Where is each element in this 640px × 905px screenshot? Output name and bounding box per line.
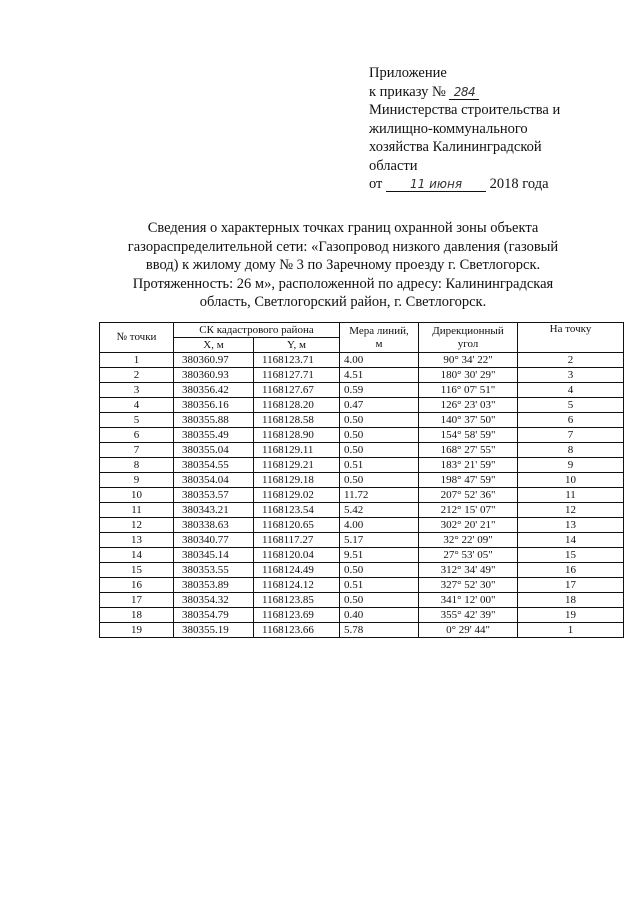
cell-point-no: 9	[100, 473, 174, 488]
cell-length: 5.17	[340, 533, 419, 548]
table-row	[100, 413, 624, 428]
cell-y: 1168127.67	[254, 383, 340, 398]
cell-x: 380353.57	[174, 488, 254, 503]
cell-y: 1168128.20	[254, 398, 340, 413]
table-row	[100, 548, 624, 563]
table-row	[100, 608, 624, 623]
cell-angle: 312° 34' 49"	[419, 563, 518, 578]
cell-point-no: 7	[100, 443, 174, 458]
cell-x: 380355.19	[174, 623, 254, 638]
cell-to-point: 3	[518, 368, 624, 383]
cell-x: 380345.14	[174, 548, 254, 563]
cell-y: 1168124.12	[254, 578, 340, 593]
cell-angle: 116° 07' 51"	[419, 383, 518, 398]
cell-to-point: 8	[518, 443, 624, 458]
cell-point-no: 10	[100, 488, 174, 503]
cell-angle: 207° 52' 36"	[419, 488, 518, 503]
table-row	[100, 473, 624, 488]
boundary-points-table	[99, 322, 624, 638]
cell-angle: 126° 23' 03"	[419, 398, 518, 413]
cell-to-point: 12	[518, 503, 624, 518]
table-row	[100, 623, 624, 638]
cell-x: 380360.97	[174, 353, 254, 368]
cell-angle: 341° 12' 00"	[419, 593, 518, 608]
cell-point-no: 16	[100, 578, 174, 593]
ministry-line-4: области	[369, 157, 418, 174]
header-coord-system: СК кадастрового района	[174, 323, 340, 338]
cell-to-point: 16	[518, 563, 624, 578]
cell-y: 1168123.69	[254, 608, 340, 623]
cell-y: 1168128.58	[254, 413, 340, 428]
cell-length: 0.40	[340, 608, 419, 623]
cell-x: 380355.49	[174, 428, 254, 443]
date-suffix: 2018 года	[489, 176, 549, 192]
cell-angle: 27° 53' 05"	[419, 548, 518, 563]
cell-length: 0.51	[340, 458, 419, 473]
cell-point-no: 8	[100, 458, 174, 473]
cell-angle: 140° 37' 50"	[419, 413, 518, 428]
document-title: Сведения о характерных точках границ охранной зоны объекта газораспределительной сети: «Газопровод низкого давления (газовый ввод) к жилому дому № 3 по Заречному проезду г. Светлогорск. Протяженность: 26 м», расположенной по адресу: Калининградская область, Светлогорский район, г. Светлогорск.	[127, 220, 559, 310]
appendix-block	[369, 64, 619, 194]
cell-to-point: 17	[518, 578, 624, 593]
cell-length: 0.59	[340, 383, 419, 398]
cell-point-no: 5	[100, 413, 174, 428]
cell-angle: 212° 15' 07"	[419, 503, 518, 518]
header-x: X, м	[174, 338, 254, 353]
cell-length: 4.51	[340, 368, 419, 383]
cell-angle: 355° 42' 39"	[419, 608, 518, 623]
cell-x: 380343.21	[174, 503, 254, 518]
cell-y: 1168120.65	[254, 518, 340, 533]
date-prefix: от	[369, 176, 383, 192]
date-handwritten: 11 июня	[386, 177, 486, 192]
cell-angle: 198° 47' 59"	[419, 473, 518, 488]
cell-point-no: 3	[100, 383, 174, 398]
cell-length: 4.00	[340, 353, 419, 368]
cell-angle: 183° 21' 59"	[419, 458, 518, 473]
cell-point-no: 13	[100, 533, 174, 548]
table-row	[100, 428, 624, 443]
cell-y: 1168129.02	[254, 488, 340, 503]
table-row	[100, 593, 624, 608]
cell-y: 1168129.21	[254, 458, 340, 473]
cell-to-point: 10	[518, 473, 624, 488]
cell-x: 380340.77	[174, 533, 254, 548]
ministry-line-2: жилищно-коммунального	[369, 120, 528, 137]
appendix-title: Приложение	[369, 65, 447, 81]
cell-length: 0.50	[340, 593, 419, 608]
table-row	[100, 353, 624, 368]
table-row	[100, 443, 624, 458]
cell-to-point: 11	[518, 488, 624, 503]
cell-y: 1168117.27	[254, 533, 340, 548]
header-length: Мера линий, м	[340, 323, 419, 353]
cell-x: 380354.79	[174, 608, 254, 623]
cell-point-no: 12	[100, 518, 174, 533]
cell-length: 0.47	[340, 398, 419, 413]
cell-point-no: 2	[100, 368, 174, 383]
header-y: Y, м	[254, 338, 340, 353]
cell-x: 380360.93	[174, 368, 254, 383]
cell-x: 380338.63	[174, 518, 254, 533]
header-point-no: № точки	[100, 323, 174, 353]
table-row	[100, 398, 624, 413]
cell-x: 380356.42	[174, 383, 254, 398]
cell-to-point: 15	[518, 548, 624, 563]
cell-x: 380356.16	[174, 398, 254, 413]
table-body	[100, 353, 624, 638]
table-row	[100, 563, 624, 578]
cell-length: 0.51	[340, 578, 419, 593]
cell-to-point: 13	[518, 518, 624, 533]
cell-length: 5.42	[340, 503, 419, 518]
cell-y: 1168123.71	[254, 353, 340, 368]
table-row	[100, 533, 624, 548]
cell-point-no: 14	[100, 548, 174, 563]
cell-y: 1168123.85	[254, 593, 340, 608]
cell-y: 1168127.71	[254, 368, 340, 383]
cell-to-point: 2	[518, 353, 624, 368]
cell-x: 380353.55	[174, 563, 254, 578]
cell-x: 380354.32	[174, 593, 254, 608]
cell-to-point: 7	[518, 428, 624, 443]
cell-length: 0.50	[340, 563, 419, 578]
cell-point-no: 15	[100, 563, 174, 578]
cell-x: 380355.04	[174, 443, 254, 458]
cell-angle: 180° 30' 29"	[419, 368, 518, 383]
cell-x: 380354.04	[174, 473, 254, 488]
cell-y: 1168129.18	[254, 473, 340, 488]
cell-point-no: 1	[100, 353, 174, 368]
header-angle: Дирекционный угол	[419, 323, 518, 353]
cell-length: 11.72	[340, 488, 419, 503]
order-number-handwritten: 284	[449, 85, 479, 100]
cell-point-no: 4	[100, 398, 174, 413]
table-row	[100, 458, 624, 473]
cell-to-point: 5	[518, 398, 624, 413]
cell-angle: 302° 20' 21"	[419, 518, 518, 533]
cell-x: 380354.55	[174, 458, 254, 473]
cell-point-no: 6	[100, 428, 174, 443]
cell-angle: 327° 52' 30"	[419, 578, 518, 593]
cell-to-point: 18	[518, 593, 624, 608]
cell-to-point: 19	[518, 608, 624, 623]
cell-length: 0.50	[340, 443, 419, 458]
cell-x: 380355.88	[174, 413, 254, 428]
cell-x: 380353.89	[174, 578, 254, 593]
cell-length: 5.78	[340, 623, 419, 638]
cell-length: 9.51	[340, 548, 419, 563]
table-row	[100, 518, 624, 533]
table-row	[100, 368, 624, 383]
cell-angle: 90° 34' 22"	[419, 353, 518, 368]
cell-to-point: 14	[518, 533, 624, 548]
cell-y: 1168123.54	[254, 503, 340, 518]
cell-point-no: 19	[100, 623, 174, 638]
ministry-line-3: хозяйства Калининградской	[369, 139, 542, 155]
table-row	[100, 578, 624, 593]
cell-y: 1168124.49	[254, 563, 340, 578]
cell-angle: 0° 29' 44"	[419, 623, 518, 638]
cell-to-point: 4	[518, 383, 624, 398]
cell-angle: 154° 58' 59"	[419, 428, 518, 443]
cell-y: 1168129.11	[254, 443, 340, 458]
order-prefix: к приказу №	[369, 83, 446, 100]
header-to-point: На точку	[518, 323, 624, 353]
cell-to-point: 6	[518, 413, 624, 428]
cell-angle: 168° 27' 55"	[419, 443, 518, 458]
cell-angle: 32° 22' 09"	[419, 533, 518, 548]
cell-to-point: 9	[518, 458, 624, 473]
ministry-line-1: Министерства строительства и	[369, 102, 561, 118]
cell-length: 0.50	[340, 413, 419, 428]
cell-point-no: 18	[100, 608, 174, 623]
cell-to-point: 1	[518, 623, 624, 638]
cell-y: 1168123.66	[254, 623, 340, 638]
table-row	[100, 503, 624, 518]
date-line	[369, 175, 619, 194]
table-row	[100, 383, 624, 398]
cell-point-no: 17	[100, 593, 174, 608]
order-line	[369, 83, 619, 102]
cell-length: 0.50	[340, 473, 419, 488]
cell-y: 1168128.90	[254, 428, 340, 443]
table-row	[100, 488, 624, 503]
cell-y: 1168120.04	[254, 548, 340, 563]
cell-point-no: 11	[100, 503, 174, 518]
cell-length: 0.50	[340, 428, 419, 443]
cell-length: 4.00	[340, 518, 419, 533]
